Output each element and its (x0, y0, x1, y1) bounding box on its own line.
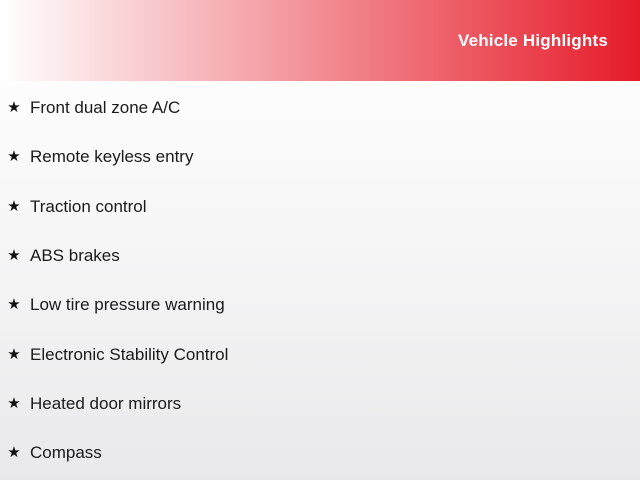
list-item (0, 132, 640, 181)
list-item-label: Front dual zone A/C (30, 98, 181, 118)
star-icon: ★ (7, 345, 21, 363)
list-item-label: Low tire pressure warning (30, 295, 225, 315)
star-icon: ★ (7, 444, 21, 462)
list-item-label: Remote keyless entry (30, 147, 194, 167)
star-icon: ★ (7, 197, 21, 215)
highlights-list (0, 83, 640, 477)
list-item-label: ABS brakes (30, 246, 120, 266)
list-item (0, 428, 640, 477)
list-item (0, 329, 640, 378)
list-item-label: Heated door mirrors (30, 393, 182, 413)
star-icon: ★ (7, 394, 21, 412)
star-icon: ★ (7, 148, 21, 166)
list-item (0, 280, 640, 329)
star-icon: ★ (7, 99, 21, 117)
list-item (0, 231, 640, 280)
list-item-label: Compass (30, 443, 102, 463)
list-item (0, 379, 640, 428)
star-icon: ★ (7, 296, 21, 314)
highlights-content (0, 81, 640, 480)
list-item (0, 182, 640, 231)
list-item (0, 83, 640, 132)
page-title: Vehicle Highlights (457, 30, 608, 50)
highlights-header (0, 0, 640, 81)
list-item-label: Electronic Stability Control (30, 344, 229, 364)
list-item-label: Traction control (30, 196, 147, 216)
star-icon: ★ (7, 247, 21, 265)
